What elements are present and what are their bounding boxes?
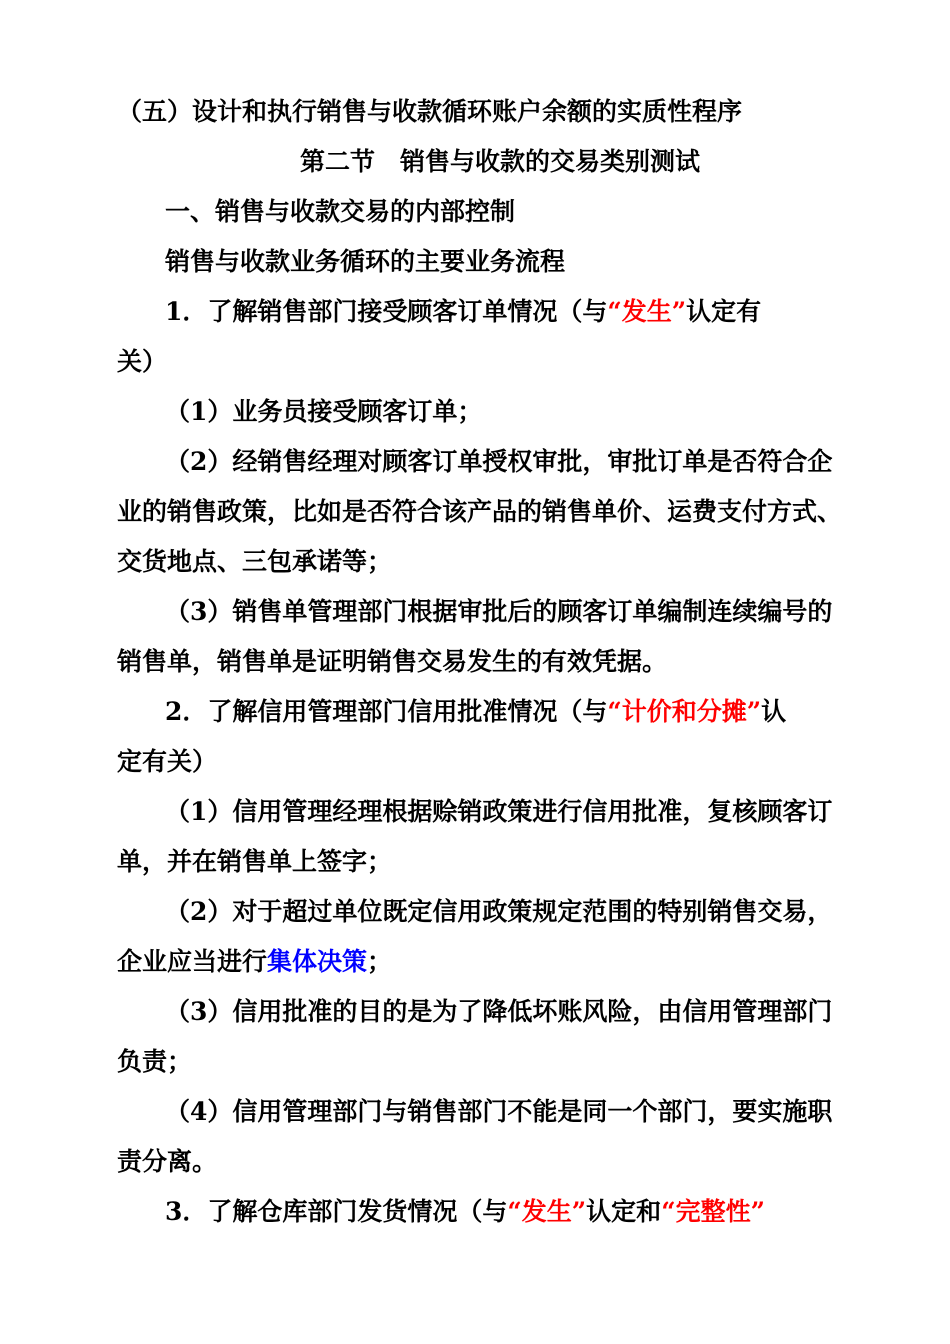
item3-highlight-1: “发生” [507,1197,587,1226]
item2-sub4-line2: 责分离。 [117,1147,218,1176]
item1-highlight: “发生” [607,297,687,326]
item1-sub3-line2: 销售单，销售单是证明销售交易发生的有效凭据。 [117,647,668,676]
item2-sub3-line1: （3）信用批准的目的是为了降低坏账风险，由信用管理部门 [165,997,833,1026]
process-title: 销售与收款业务循环的主要业务流程 [165,247,566,276]
item3-text: 3．了解仓库部门发货情况（与 [165,1197,508,1226]
subsection-title: 一、销售与收款交易的内部控制 [165,197,516,226]
item2-sub1-line2: 单，并在销售单上签字； [117,847,393,876]
item1-sub3-line1: （3）销售单管理部门根据审批后的顾客订单编制连续编号的 [165,597,833,626]
item1-line [165,295,761,329]
item1-continuation: 关） [117,347,168,376]
item2-sub2-text: 企业应当进行 [117,947,268,976]
collective-decision-highlight: 集体决策 [267,947,368,976]
item2-continuation: 定有关） [117,747,218,776]
item2-text-end: 认 [761,697,787,726]
item2-sub3-line2: 负责； [117,1047,193,1076]
item2-line [165,695,786,729]
item2-sub2-line1: （2）对于超过单位既定信用政策规定范围的特别销售交易， [165,897,833,926]
item3-line [165,1195,765,1229]
item1-sub2-line1: （2）经销售经理对顾客订单授权审批，审批订单是否符合企 [165,447,833,476]
item3-text-mid: 认定和 [586,1197,662,1226]
item2-text: 2．了解信用管理部门信用批准情况（与 [165,697,608,726]
item3-highlight-2: “完整性” [661,1197,765,1226]
item2-sub2-line2 [117,945,392,979]
item2-sub1-line1: （1）信用管理经理根据赊销政策进行信用批准，复核顾客订 [165,797,833,826]
item1-sub2-line2: 业的销售政策，比如是否符合该产品的销售单价、运费支付方式、 [117,497,843,526]
item1-sub1: （1）业务员接受顾客订单； [165,397,483,426]
item1-text-end: 认定有 [686,297,762,326]
item2-sub4-line1: （4）信用管理部门与销售部门不能是同一个部门，要实施职 [165,1097,833,1126]
item2-sub2-punct: ； [367,947,393,976]
heading: （五）设计和执行销售与收款循环账户余额的实质性程序 [117,97,743,126]
item1-sub2-line3: 交货地点、三包承诺等； [117,547,393,576]
item1-text: 1．了解销售部门接受顾客订单情况（与 [165,297,608,326]
section-title: 第二节 销售与收款的交易类别测试 [300,147,701,176]
item2-highlight: “计价和分摊” [607,697,762,726]
